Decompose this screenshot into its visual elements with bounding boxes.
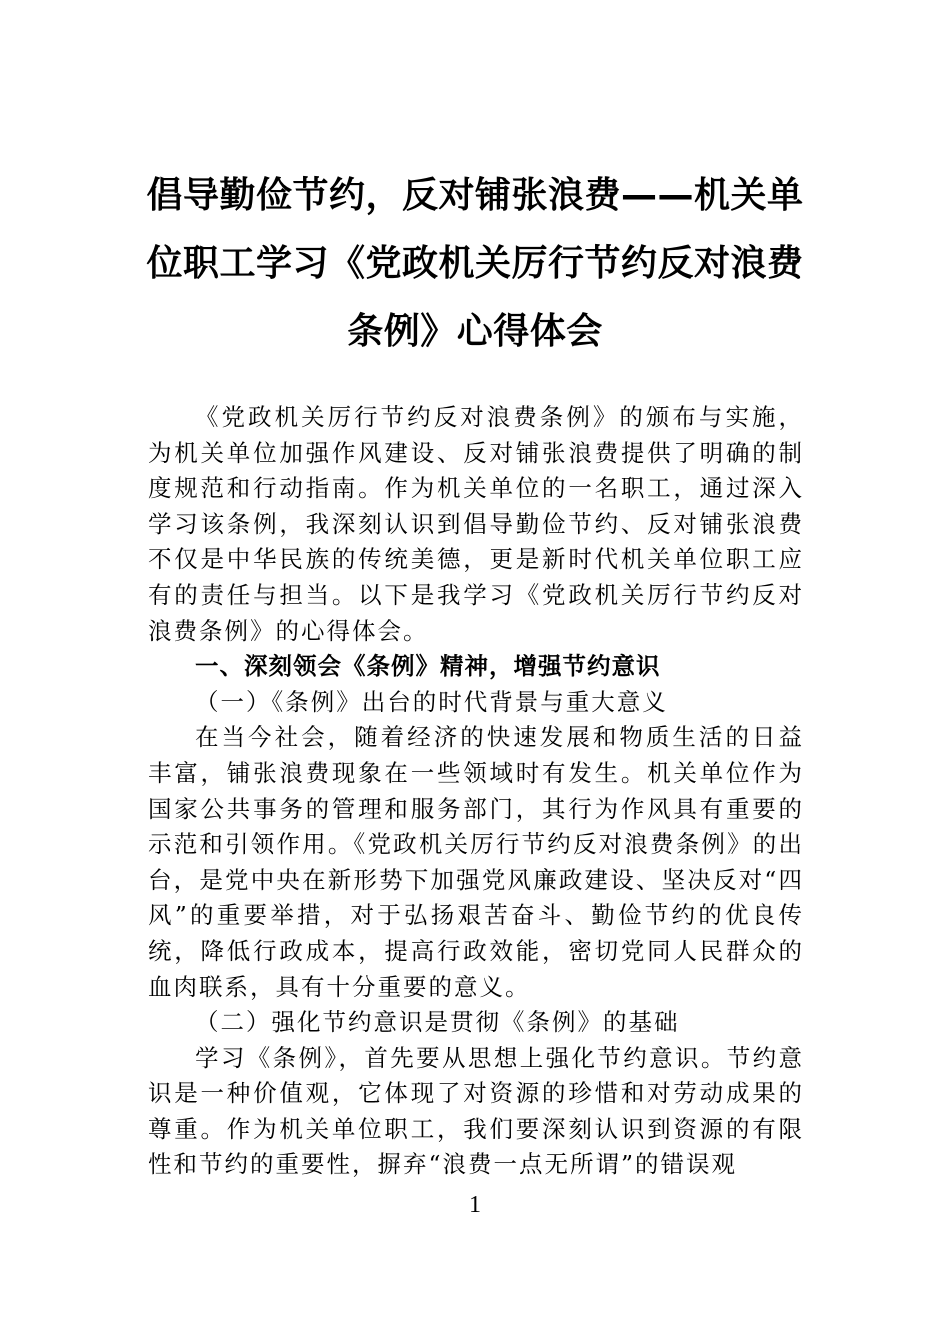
document-title: 倡导勤俭节约，反对铺张浪费——机关单位职工学习《党政机关厉行节约反对浪费条例》心得体会: [146, 175, 804, 352]
document-body: [148, 400, 804, 1183]
subsection-paragraph-2: 学习《条例》，首先要从思想上强化节约意识。节约意识是一种价值观，它体现了对资源的珍惜和对劳动成果的尊重。作为机关单位职工，我们要深刻认识到资源的有限性和节约的重要性，摒弃“浪费一点无所谓”的错误观: [148, 1043, 804, 1179]
subsection-paragraph-1: 在当今社会，随着经济的快速发展和物质生活的日益丰富，铺张浪费现象在一些领域时有发生。机关单位作为国家公共事务的管理和服务部门，其行为作风具有重要的示范和引领作用。《党政机关厉行节约反对浪费条例》的出台，是党中央在新形势下加强党风廉政建设、坚决反对“四风”的重要举措，对于弘扬艰苦奋斗、勤俭节约的优良传统，降低行政成本，提高行政效能，密切党同人民群众的血肉联系，具有十分重要的意义。: [148, 723, 804, 1001]
section-heading-1: 一、深刻领会《条例》精神，增强节约意识: [195, 652, 661, 681]
subsection-heading-1: （一）《条例》出台的时代背景与重大意义: [195, 687, 668, 716]
subsection-heading-2: （二）强化节约意识是贯彻《条例》的基础: [195, 1008, 680, 1037]
intro-paragraph: 《党政机关厉行节约反对浪费条例》的颁布与实施，为机关单位加强作风建设、反对铺张浪费提供了明确的制度规范和行动指南。作为机关单位的一名职工，通过深入学习该条例，我深刻认识到倡导勤俭节约、反对铺张浪费不仅是中华民族的传统美德，更是新时代机关单位职工应有的责任与担当。以下是我学习《党政机关厉行节约反对浪费条例》的心得体会。: [148, 403, 804, 645]
page-number: 1: [469, 1192, 481, 1218]
